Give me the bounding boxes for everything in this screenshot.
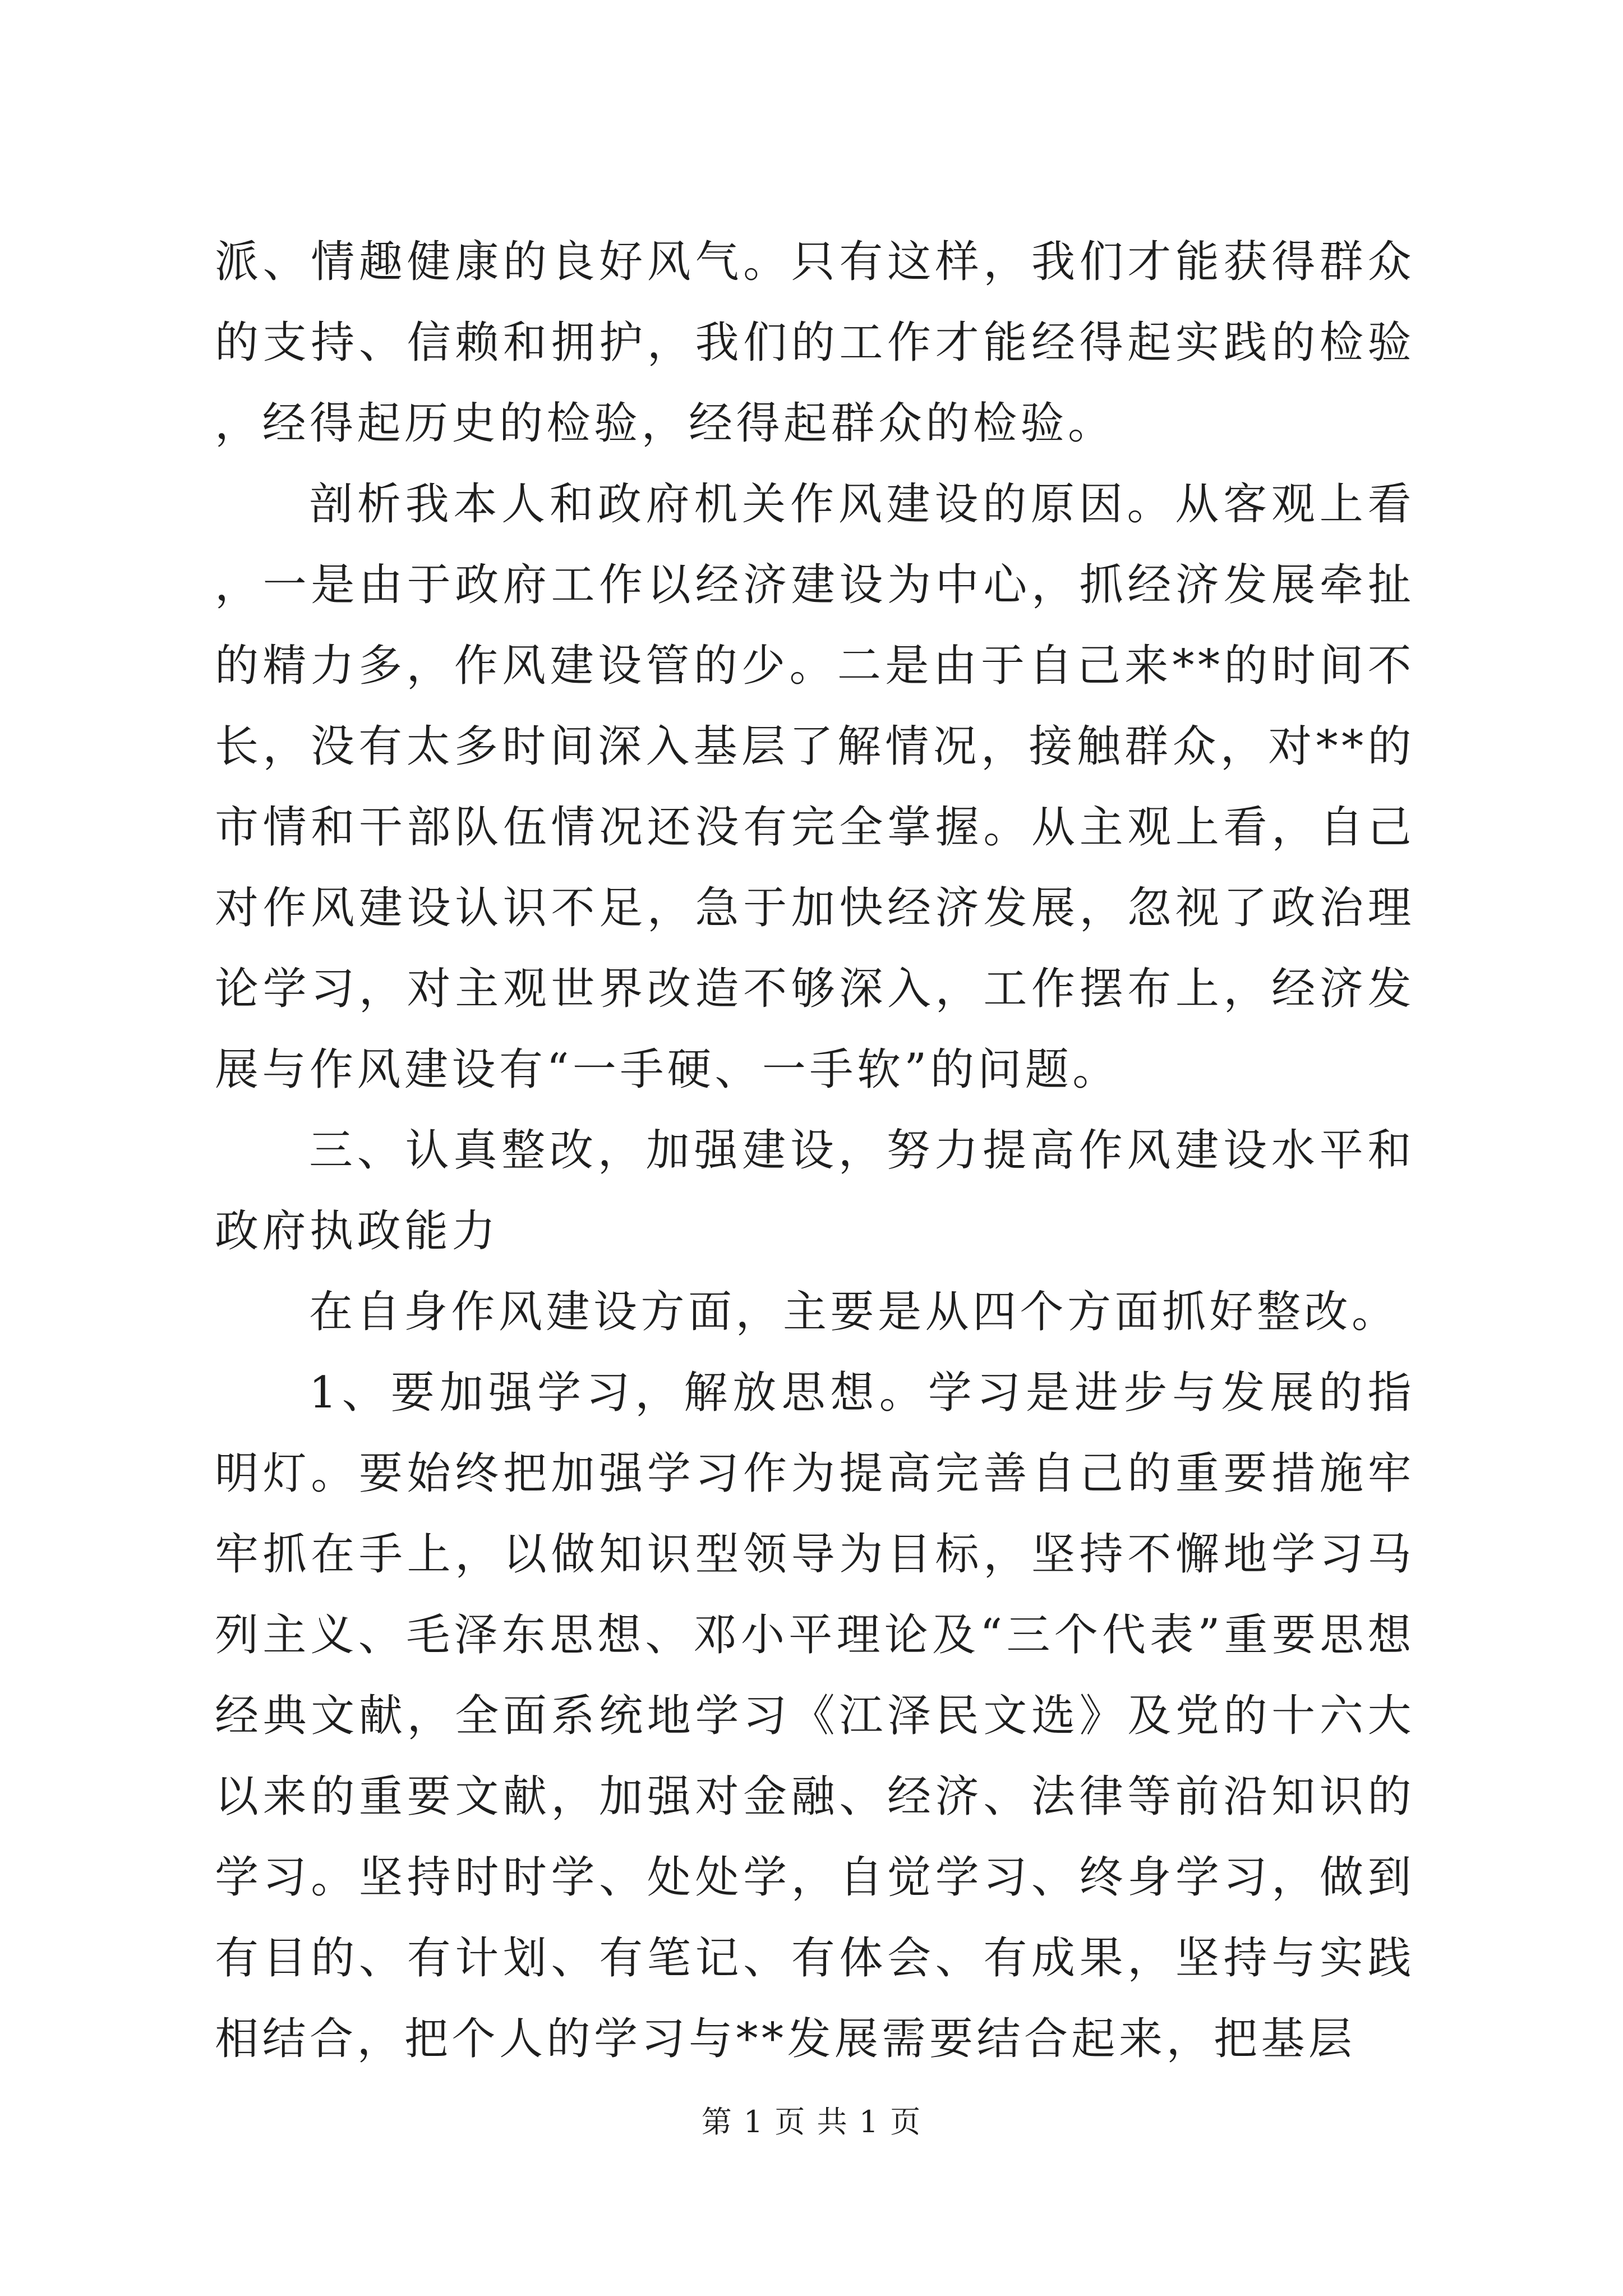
paragraph: 在自身作风建设方面，主要是从四个方面抓好整改。 xyxy=(309,1287,1399,1337)
paragraph: 剖析我本人和政府机关作风建设的原因。从客观上看，一是由于政府工作以经济建设为中心，抓经济发展牵扯的精力多，作风建设管的少。二是由于自己来**的时间不长，没有太多时间深入基层了解情况，接触群众，对**的市情和干部队伍情况还没有完全掌握。从主观上看，自己对作风建设认识不足，急于加快经济发展，忽视了政治理论学习，对主观世界改造不够深入，工作摆布上，经济发展与作风建设有“一手硬、一手软”的问题。 xyxy=(215,479,1415,1095)
paragraph: 1、要加强学习，解放思想。学习是进步与发展的指明灯。要始终把加强学习作为提高完善自己的重要措施牢牢抓在手上，以做知识型领导为目标，坚持不懈地学习马列主义、毛泽东思想、邓小平理论及“三个代表”重要思想经典文献，全面系统地学习《江泽民文选》及党的十六大以来的重要文献，加强对金融、经济、法律等前沿知识的学习。坚持时时学、处处学，自觉学习、终身学习，做到有目的、有计划、有笔记、有体会、有成果，坚持与实践相结合，把个人的学习与**发展需要结合起来，把基层 xyxy=(215,1368,1415,2064)
document-body xyxy=(215,222,1415,2079)
section-heading: 三、认真整改，加强建设，努力提高作风建设水平和政府执政能力 xyxy=(215,1125,1415,1257)
page-footer: 第 1 页 共 1 页 xyxy=(701,2104,922,2139)
paragraph: 派、情趣健康的良好风气。只有这样，我们才能获得群众的支持、信赖和拥护，我们的工作才能经得起实践的检验，经得起历史的检验，经得起群众的检验。 xyxy=(215,237,1415,449)
